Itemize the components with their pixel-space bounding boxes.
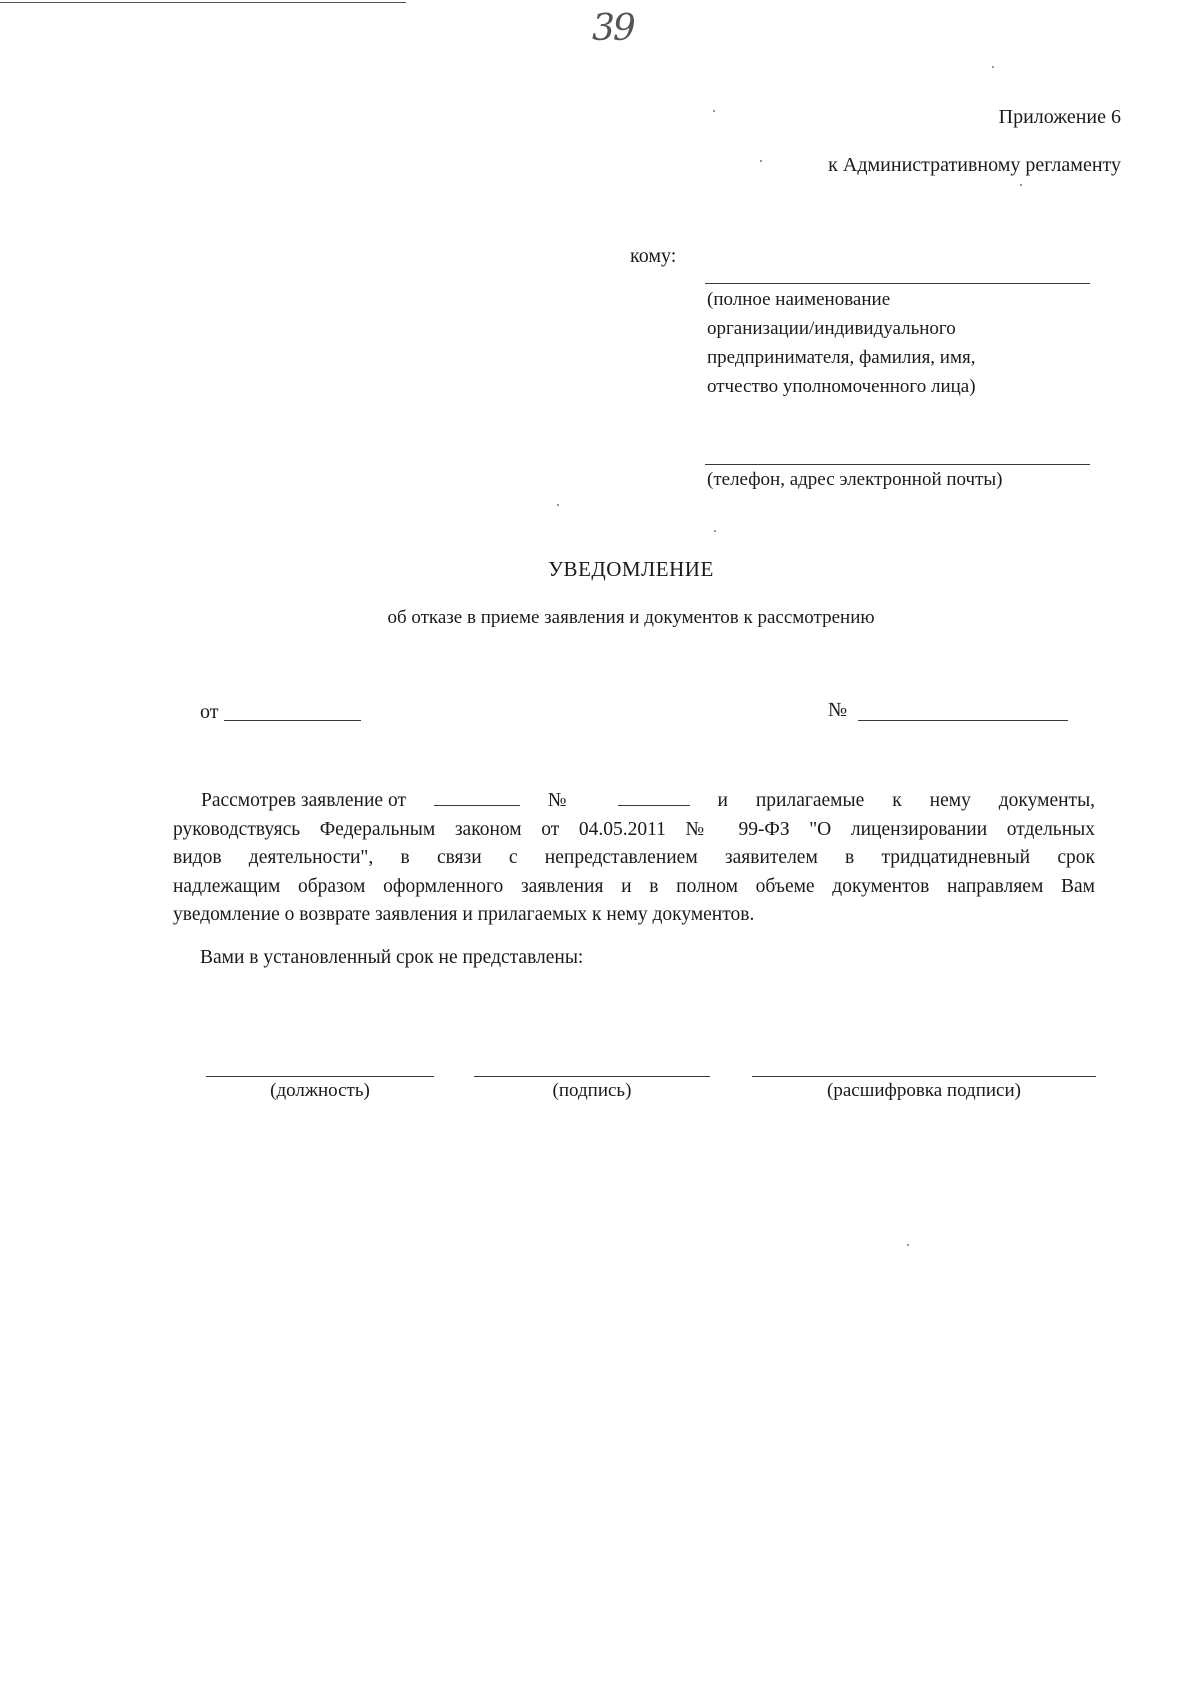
recipient-hint-line-4: отчество уполномоченного лица)	[707, 376, 976, 397]
recipient-hint-line-1: (полное наименование	[707, 289, 891, 310]
number-field-line[interactable]	[858, 720, 1068, 721]
from-label: от	[200, 701, 219, 723]
body-line-1-number-sign: №	[547, 790, 590, 811]
application-number-blank[interactable]	[618, 791, 690, 806]
appendix-label: Приложение 6	[998, 106, 1121, 128]
scan-speck	[1020, 184, 1022, 186]
document-subtitle: об отказе в приеме заявления и документов к рассмотрению	[387, 607, 875, 628]
decryption-caption: (расшифровка подписи)	[827, 1080, 1021, 1101]
body-line-1-start: Рассмотрев заявление от	[201, 790, 406, 811]
date-field-line[interactable]	[224, 720, 361, 721]
body-paragraph	[173, 787, 1095, 930]
recipient-contact-line[interactable]	[705, 464, 1090, 465]
scan-top-edge-line	[0, 2, 406, 3]
recipient-hint-line-3: предпринимателя, фамилия, имя,	[707, 347, 976, 368]
not-submitted-label: Вами в установленный срок не представлены:	[200, 947, 584, 968]
body-line-1-end: и прилагаемые к нему документы,	[717, 790, 1096, 811]
recipient-hint-line-2: организации/индивидуального	[707, 318, 956, 339]
position-caption: (должность)	[270, 1080, 370, 1101]
scan-speck	[760, 160, 762, 162]
reglament-label: к Административному регламенту	[828, 154, 1121, 176]
scan-speck	[907, 1244, 909, 1246]
body-line-4: надлежащим образом оформленного заявления и в полном объеме документов направляем Вам	[173, 875, 1095, 897]
document-title: УВЕДОМЛЕНИЕ	[548, 557, 714, 581]
body-line-3: видов деятельности", в связи с непредставлением заявителем в тридцатидневный срок	[173, 847, 1095, 868]
decryption-signature-line[interactable]	[752, 1076, 1096, 1077]
number-label: №	[828, 699, 848, 721]
scan-speck	[992, 66, 994, 68]
sign-caption: (подпись)	[552, 1080, 632, 1101]
sign-signature-line[interactable]	[474, 1076, 710, 1077]
position-signature-line[interactable]	[206, 1076, 434, 1077]
recipient-name-line[interactable]	[705, 283, 1090, 284]
scan-speck	[713, 110, 715, 112]
body-line-5: уведомление о возврате заявления и прилагаемых к нему документов.	[173, 904, 755, 925]
scan-speck	[714, 530, 716, 532]
page-number-handwritten: 39	[592, 8, 634, 49]
application-date-blank[interactable]	[434, 791, 520, 806]
body-line-1	[173, 787, 1095, 816]
scan-speck	[557, 504, 559, 506]
to-label: кому:	[630, 245, 677, 267]
recipient-contact-hint: (телефон, адрес электронной почты)	[707, 469, 1003, 490]
body-line-2: руководствуясь Федеральным законом от 04.05.2011 № 99-ФЗ "О лицензировании отдельных	[173, 818, 1095, 840]
